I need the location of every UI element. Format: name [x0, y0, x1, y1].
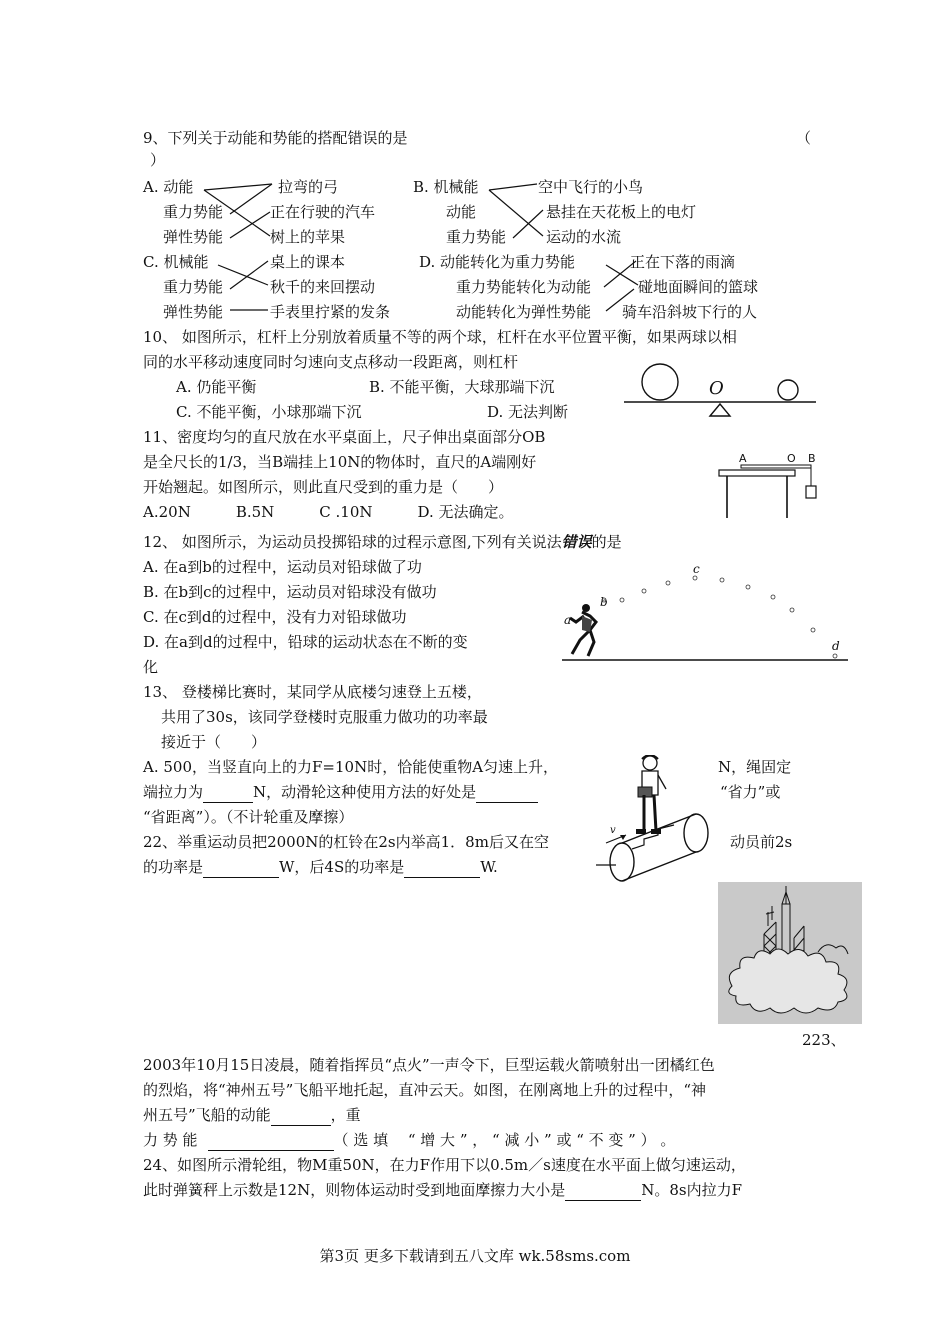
q23-blank-2[interactable] — [208, 1130, 334, 1151]
q9-option-b-left-2: 动能 — [446, 203, 477, 221]
q22-line2-pre: 的功率是 — [143, 858, 204, 876]
q12-label-c: c — [693, 562, 700, 576]
q10-fulcrum-label: O — [709, 378, 724, 399]
q9-option-b-right-2: 悬挂在天花板上的电灯 — [546, 203, 697, 221]
q12-stem-post: 的是 — [591, 533, 622, 551]
q9-option-d-right-1: 正在下落的雨滴 — [630, 253, 736, 271]
q23-line4 — [143, 1130, 675, 1151]
q22-blank-2[interactable] — [404, 857, 480, 878]
q9-option-c-right-2: 秋千的来回摆动 — [270, 278, 376, 296]
q12-option-a: A. 在a到b的过程中，运动员对铅球做了功 — [143, 558, 422, 576]
q12-stem-pre: 12、 如图所示，为运动员投掷铅球的过程示意图,下列有关说法 — [143, 533, 562, 551]
q12-stem — [143, 532, 622, 552]
q9-option-b-match-lines — [485, 180, 550, 242]
q10-option-b: B. 不能平衡，大球那端下沉 — [369, 378, 555, 396]
q11-line1: 11、密度均匀的直尺放在水平桌面上，尺子伸出桌面部分OB — [143, 428, 546, 446]
q9-option-a-left-3: 弹性势能 — [163, 228, 224, 246]
q12-option-d-line2: 化 — [143, 658, 159, 676]
q23-line3 — [143, 1105, 361, 1126]
q11-line2: 是全尺长的1/3，当B端挂上10N的物体时，直尺的A端刚好 — [143, 453, 537, 471]
q9-option-d-label: D. 动能转化为重力势能 — [419, 253, 576, 271]
q9-option-b-label: B. 机械能 — [413, 178, 479, 196]
q9-option-c-right-1: 桌上的课本 — [270, 253, 346, 271]
q22-line2-post: W. — [480, 858, 498, 876]
q23-line3-pre: 州五号”飞船的动能 — [143, 1106, 271, 1124]
q22-line2-mid: W，后4S的功率是 — [279, 858, 405, 876]
q9-option-d-left-3: 动能转化为弹性势能 — [456, 303, 592, 321]
q11-label-b: B — [808, 452, 816, 465]
q10-lever-figure — [620, 362, 820, 422]
q12-trajectory-dots — [602, 576, 837, 658]
q23-rocket-launch-figure — [718, 882, 862, 1024]
q10-option-a: A. 仍能平衡 — [176, 378, 257, 396]
q9-option-b-right-1: 空中飞行的小鸟 — [538, 178, 644, 196]
q23-line4-post: （ 选 填 “ 增 大 ” ， “ 减 小 ” 或 “ 不 变 ” ） 。 — [333, 1131, 676, 1149]
q9-option-d-right-2: 碰地面瞬间的篮球 — [638, 278, 759, 296]
q22-blank-1[interactable] — [203, 857, 279, 878]
q24-line2 — [143, 1180, 742, 1201]
q10-option-d: D. 无法判断 — [487, 403, 569, 421]
q24-line2-pre: 此时弹簧秤上示数是12N，则物体运动时受到地面摩擦力大小是 — [143, 1181, 566, 1199]
q22-line1-right: 动员前2s — [730, 833, 793, 851]
q11-ruler-table-figure — [715, 450, 825, 520]
q13-line5-left: 端拉力为 — [143, 783, 204, 801]
q9-option-c-left-3: 弹性势能 — [163, 303, 224, 321]
q9-option-b-left-3: 重力势能 — [446, 228, 507, 246]
q13-line2: 共用了30s，该同学登楼时克服重力做功的功率最 — [161, 708, 488, 726]
q12-option-d-line1: D. 在a到d的过程中，铅球的运动状态在不断的变 — [143, 633, 468, 651]
q12-athlete-icon — [570, 604, 596, 656]
q11-line3: 开始翘起。如图所示，则此直尺受到的重力是（ ） — [143, 478, 504, 496]
q13-blank-2[interactable] — [476, 782, 538, 803]
q9-paren-open: （ — [796, 129, 812, 147]
q13-line6: “省距离”）。（不计轮重及摩擦） — [143, 808, 354, 826]
q11-label-a: A — [739, 452, 747, 465]
q13-velocity-label: v — [610, 825, 616, 836]
q13-line4-left: A. 500，当竖直向上的力F=10N时，恰能使重物A匀速上升， — [143, 758, 559, 776]
q13-stair-climber-figure — [596, 755, 716, 885]
q12-shot-put-figure — [560, 560, 850, 664]
q23-line4-pre: 力 势 能 — [143, 1131, 198, 1149]
q10-line1: 10、 如图所示，杠杆上分别放着质量不等的两个球，杠杆在水平位置平衡，如果两球以相 — [143, 328, 737, 346]
q12-label-d: d — [832, 639, 840, 653]
q9-option-a-right-1: 拉弯的弓 — [278, 178, 339, 196]
q9-option-c-left-2: 重力势能 — [163, 278, 224, 296]
q22-line1-left: 22、举重运动员把2000N的杠铃在2s内举高1．8m后又在空 — [143, 833, 549, 851]
q10-line2: 同的水平移动速度同时匀速向支点移动一段距离，则杠杆 — [143, 353, 519, 371]
q9-option-a-right-2: 正在行驶的汽车 — [270, 203, 376, 221]
q23-number: 223、 — [802, 1031, 846, 1049]
q12-option-c: C. 在c到d的过程中，没有力对铅球做功 — [143, 608, 407, 626]
q24-line2-post: N。8s内拉力F — [641, 1181, 742, 1199]
q9-stem: 9、下列关于动能和势能的搭配错误的是 — [143, 129, 408, 147]
q23-line3-post: ，重 — [330, 1106, 361, 1124]
q9-option-c-match-lines — [216, 255, 276, 317]
q13-line5 — [143, 782, 538, 803]
q9-paren-close: ） — [150, 151, 166, 169]
q13-line1: 13、 登楼梯比赛时，某同学从底楼匀速登上五楼， — [143, 683, 482, 701]
q9-option-a-right-3: 树上的苹果 — [270, 228, 346, 246]
q12-label-b: b — [600, 595, 608, 609]
q11-options: A.20N B.5N C .10N D. 无法确定。 — [143, 503, 514, 521]
q12-stem-emphasis: 错误 — [561, 533, 592, 551]
q9-option-c-right-3: 手表里拧紧的发条 — [270, 303, 391, 321]
q9-option-d-right-3: 骑车沿斜坡下行的人 — [622, 303, 758, 321]
q9-option-a-left-2: 重力势能 — [163, 203, 224, 221]
q24-line1: 24、如图所示滑轮组，物M重50N，在力F作用下以0.5m／s速度在水平面上做匀速运动， — [143, 1156, 746, 1174]
q10-option-c: C. 不能平衡，小球那端下沉 — [176, 403, 362, 421]
q23-line1: 2003年10月15日凌晨，随着指挥员“点火”一声令下，巨型运载火箭喷射出一团橘红色 — [143, 1056, 715, 1074]
q9-option-a-label: A. 动能 — [143, 178, 194, 196]
q13-line5-right: “省力”或 — [720, 783, 781, 801]
page-footer: 第3页 更多下载请到五八文库 wk.58sms.com — [319, 1247, 631, 1265]
q9-option-d-match-lines — [600, 255, 644, 317]
q22-line2 — [143, 857, 498, 878]
q23-line2: 的烈焰，将“神州五号”飞船平地托起，直冲云天。如图，在刚离地上升的过程中，“神 — [143, 1081, 707, 1099]
q13-blank-1[interactable] — [203, 782, 253, 803]
q9-option-c-label: C. 机械能 — [143, 253, 209, 271]
q23-blank-1[interactable] — [271, 1105, 331, 1126]
q13-line5-mid: N，动滑轮这种使用方法的好处是 — [253, 783, 477, 801]
q12-label-a: a — [564, 613, 572, 627]
q9-option-b-right-3: 运动的水流 — [546, 228, 622, 246]
q12-option-b: B. 在b到c的过程中，运动员对铅球没有做功 — [143, 583, 437, 601]
q13-line4-right: N，绳固定 — [718, 758, 792, 776]
q11-label-o: O — [787, 452, 796, 465]
q13-line3: 接近于（ ） — [161, 733, 267, 751]
q9-option-d-left-2: 重力势能转化为动能 — [456, 278, 592, 296]
q9-option-a-match-lines — [200, 180, 280, 242]
q24-blank-1[interactable] — [565, 1180, 641, 1201]
